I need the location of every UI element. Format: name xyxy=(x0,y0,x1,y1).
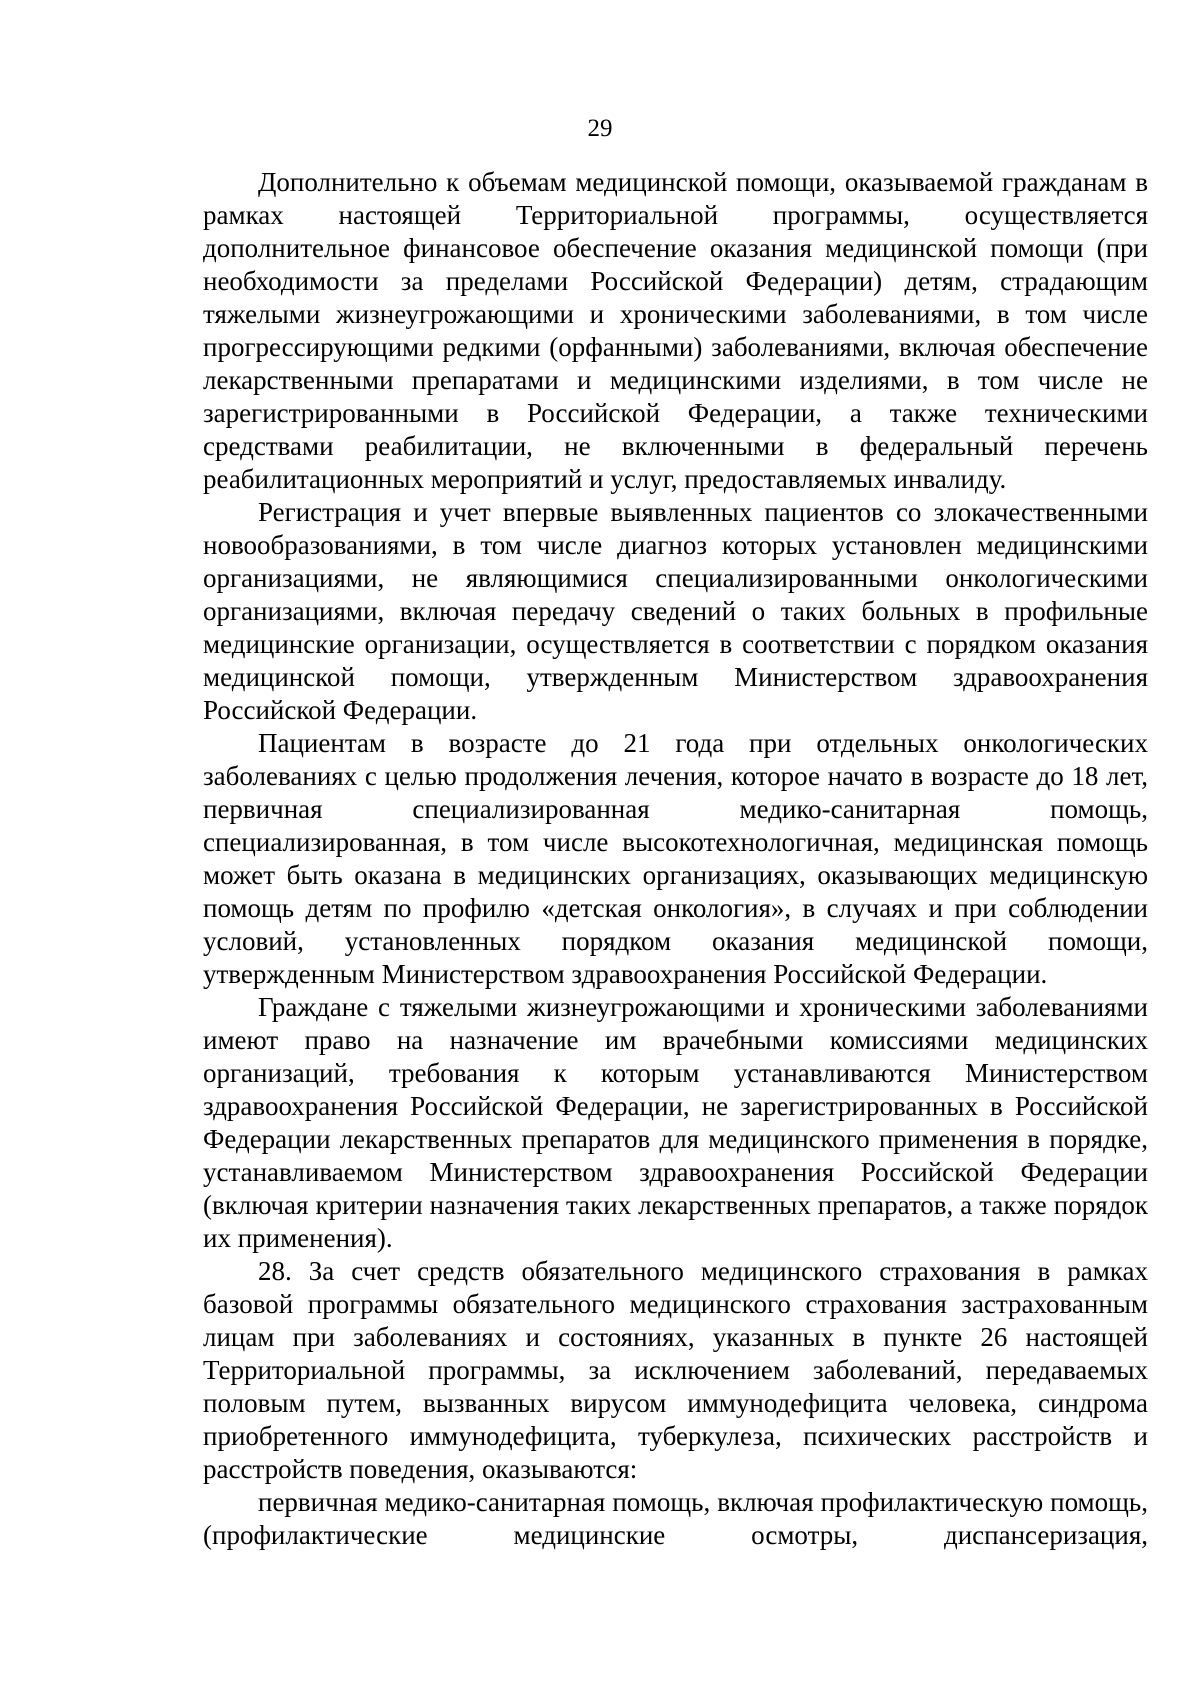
paragraph-patients-under-21: Пациентам в возрасте до 21 года при отдельных онкологических заболеваниях с целью продолжения лечения, которое начато в возрасте до 18 лет, первичная специализированная медико-санитарная помощь, специализированная, в том числе высокотехнологичная, медицинская помощь может быть оказана в медицинских организациях, оказывающих медицинскую помощь детям по профилю «детская онкология», в случаях и при соблюдении условий, установленных порядком оказания медицинской помощи, утвержденным Министерством здравоохранения Российской Федерации. xyxy=(203,728,1148,989)
paragraph-section-28: 28. За счет средств обязательного медицинского страхования в рамках базовой программы обязательного медицинского страхования застрахованным лицам при заболеваниях и состояниях, указанных в пункте 26 настоящей Территориальной программы, за исключением заболеваний, передаваемых половым путем, вызванных вирусом иммунодефицита человека, синдрома приобретенного иммунодефицита, туберкулеза, психических расстройств и расстройств поведения, оказываются: xyxy=(203,1256,1148,1484)
page-number: 29 xyxy=(587,115,613,142)
paragraph-oncology-registration: Регистрация и учет впервые выявленных пациентов со злокачественными новообразованиями, в том числе диагноз которых установлен медицинскими организациями, не являющимися специализированными онкологическими организациями, включая передачу сведений о таких больных в профильные медицинские организации, осуществляется в соответствии с порядком оказания медицинской помощи, утвержденным Министерством здравоохранения Российской Федерации. xyxy=(203,497,1148,725)
paragraph-additional-funding: Дополнительно к объемам медицинской помощи, оказываемой гражданам в рамках настоящей Территориальной программы, осуществляется дополнительное финансовое обеспечение оказания медицинской помощи (при необходимости за пределами Российской Федерации) детям, страдающим тяжелыми жизнеугрожающими и хроническими заболеваниями, в том числе прогрессирующими редкими (орфанными) заболеваниями, включая обеспечение лекарственными препаратами и медицинскими изделиями, в том числе не зарегистрированными в Российской Федерации, а также техническими средствами реабилитации, не включенными в федеральный перечень реабилитационных мероприятий и услуг, предоставляемых инвалиду. xyxy=(203,167,1148,494)
document-body xyxy=(203,166,1148,1552)
paragraph-unregistered-drugs: Граждане с тяжелыми жизнеугрожающими и хроническими заболеваниями имеют право на назначение им врачебными комиссиями медицинских организаций, требования к которым устанавливаются Министерством здравоохранения Российской Федерации, не зарегистрированных в Российской Федерации лекарственных препаратов для медицинского применения в порядке, устанавливаемом Министерством здравоохранения Российской Федерации (включая критерии назначения таких лекарственных препаратов, а также порядок их применения). xyxy=(203,992,1148,1253)
paragraph-primary-care: первичная медико-санитарная помощь, включая профилактическую помощь, (профилактические медицинские осмотры, диспансеризация, xyxy=(203,1487,1148,1550)
